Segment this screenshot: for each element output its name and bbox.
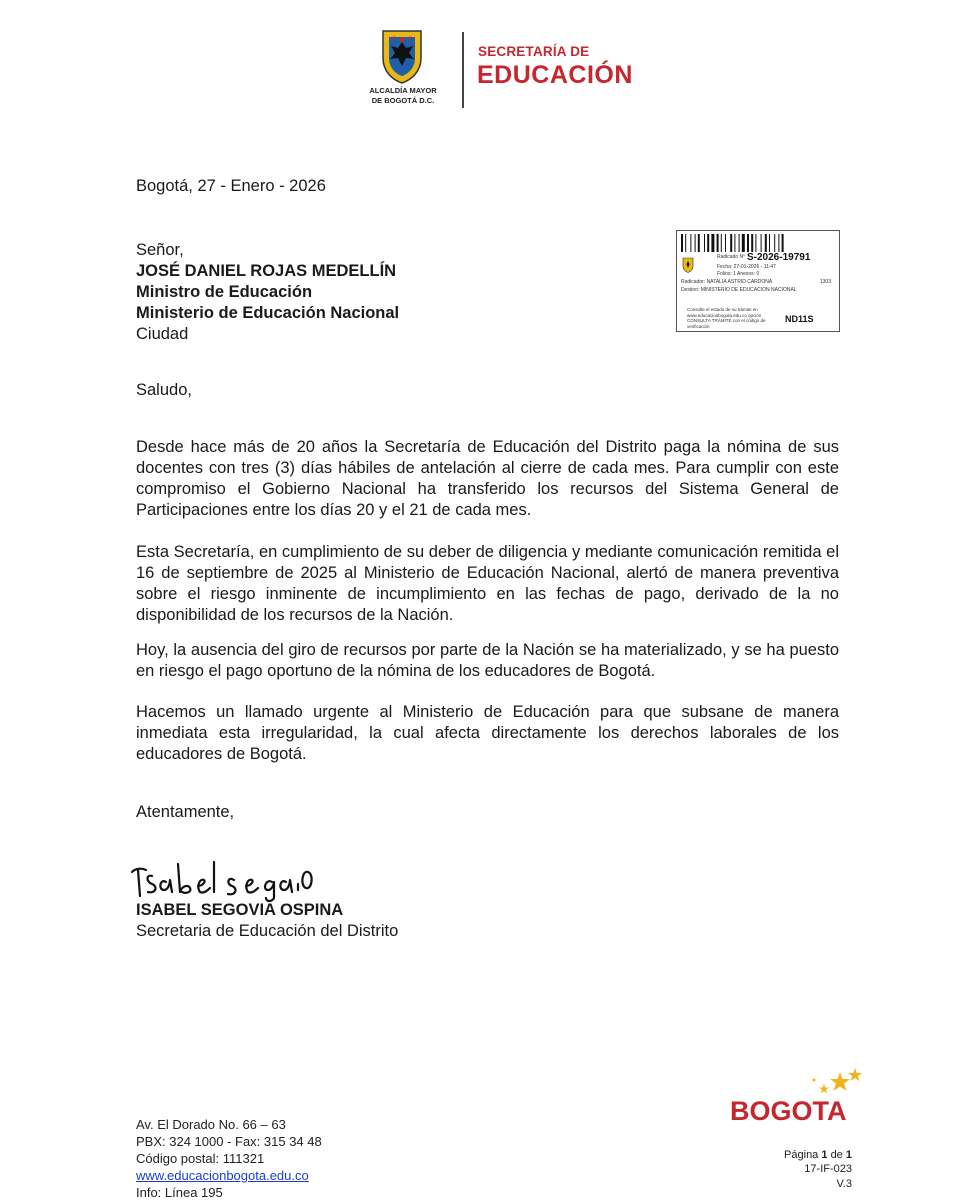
recipient-city: Ciudad bbox=[136, 325, 189, 343]
stamp-consulta-note: Consulte el estado de su trámite en www.educacionbogota.edu.co opción CONSULTA TRÁMITE con el código de verificación bbox=[687, 307, 766, 329]
document-code: 17-IF-023 bbox=[804, 1163, 852, 1175]
secretaria-label: SECRETARÍA DE bbox=[478, 44, 590, 59]
recipient-name: JOSÉ DANIEL ROJAS MEDELLÍN bbox=[136, 262, 397, 280]
footer-website-link[interactable] bbox=[136, 1167, 309, 1184]
stamp-coat-of-arms-icon bbox=[682, 257, 694, 273]
greeting: Saludo, bbox=[136, 381, 192, 399]
stamp-radicado-number: S-2026-19791 bbox=[747, 252, 811, 263]
stamp-radicado-label: Radicado Nº bbox=[717, 254, 745, 260]
footer-info: Info: Línea 195 bbox=[136, 1185, 223, 1200]
bogota-coat-of-arms-icon bbox=[380, 28, 424, 84]
alcaldia-line2: DE BOGOTÁ D.C. bbox=[371, 96, 435, 105]
stamp-radicador bbox=[681, 279, 831, 285]
page-label: Página bbox=[784, 1149, 819, 1161]
stamp-verification-code: ND11S bbox=[785, 314, 814, 324]
footer-phone: PBX: 324 1000 - Fax: 315 34 48 bbox=[136, 1134, 322, 1149]
recipient-title: Ministro de Educación bbox=[136, 283, 313, 301]
recipient-block bbox=[136, 240, 399, 345]
page-number bbox=[784, 1148, 852, 1162]
signer-block bbox=[136, 900, 398, 942]
header-divider bbox=[462, 32, 464, 108]
letterhead bbox=[369, 28, 633, 110]
handwritten-signature-icon bbox=[130, 856, 315, 904]
body-paragraph-1: Desde hace más de 20 años la Secretaría de Educación del Distrito paga la nómina de sus docentes con tres (3) días hábiles de antelación al cierre de cada mes. Para cumplir con este compromiso el Gobierno Nacional ha transferido los recursos del Sistema General de Participaciones entre los días 20 y el 21 de cada mes. bbox=[136, 438, 839, 519]
body-paragraph-4: Hacemos un llamado urgente al Ministerio de Educación para que subsane de manera inmediata esta irregularidad, la cual afecta directamente los derechos laborales de los educadores de Bogotá. bbox=[136, 703, 839, 763]
filing-stamp bbox=[676, 230, 840, 332]
recipient-organization: Ministerio de Educación Nacional bbox=[136, 304, 400, 322]
educacion-label: EDUCACIÓN bbox=[477, 61, 633, 89]
page-total: 1 bbox=[845, 1149, 852, 1161]
stamp-radicador-code: 1303 bbox=[819, 279, 831, 285]
footer-address: Av. El Dorado No. 66 – 63 bbox=[136, 1117, 286, 1132]
body-paragraph-2: Esta Secretaría, en cumplimiento de su deber de diligencia y mediante comunicación remitida el 16 de septiembre de 2025 al Ministerio de Educación Nacional, alertó de manera preventiva sobre el riesgo inminente de incumplimiento en las fechas de pago, derivado de la no disponibilidad de los recursos de la Nación. bbox=[136, 543, 839, 624]
document-version: V.3 bbox=[836, 1178, 852, 1190]
barcode-icon bbox=[681, 234, 833, 252]
stamp-folios: Folios: 1 Anexos: 0 bbox=[717, 271, 760, 277]
stamp-destination: Destino: MINISTERIO DE EDUCACION NACIONAL bbox=[681, 287, 797, 293]
bogota-logo-text: BOGOTA bbox=[730, 1096, 847, 1126]
alcaldia-line1: ALCALDÍA MAYOR bbox=[369, 86, 437, 95]
closing: Atentamente, bbox=[136, 803, 235, 821]
page-current: 1 bbox=[821, 1149, 828, 1161]
footer-website-text[interactable]: www.educacionbogota.edu.co bbox=[136, 1168, 309, 1183]
signer-title: Secretaria de Educación del Distrito bbox=[136, 922, 399, 940]
body-paragraph-3: Hoy, la ausencia del giro de recursos por parte de la Nación se ha materializado, y se ha puesto en riesgo el pago oportuno de la nómina de los educadores de Bogotá. bbox=[136, 641, 839, 680]
signer-name: ISABEL SEGOVIA OSPINA bbox=[136, 901, 344, 919]
stamp-radicador-name: Radicador: NATALIA ASTRID CARDONA bbox=[681, 279, 773, 285]
page-of: de bbox=[830, 1149, 843, 1161]
footer-postal: Código postal: 111321 bbox=[136, 1151, 265, 1166]
stamp-date: Fecha: 27-01-2026 - 11:47 bbox=[717, 264, 776, 270]
bogota-logo-icon bbox=[728, 1066, 868, 1138]
alcaldia-label bbox=[358, 86, 448, 106]
letter-date: Bogotá, 27 - Enero - 2026 bbox=[136, 177, 326, 195]
recipient-salutation: Señor, bbox=[136, 241, 184, 259]
